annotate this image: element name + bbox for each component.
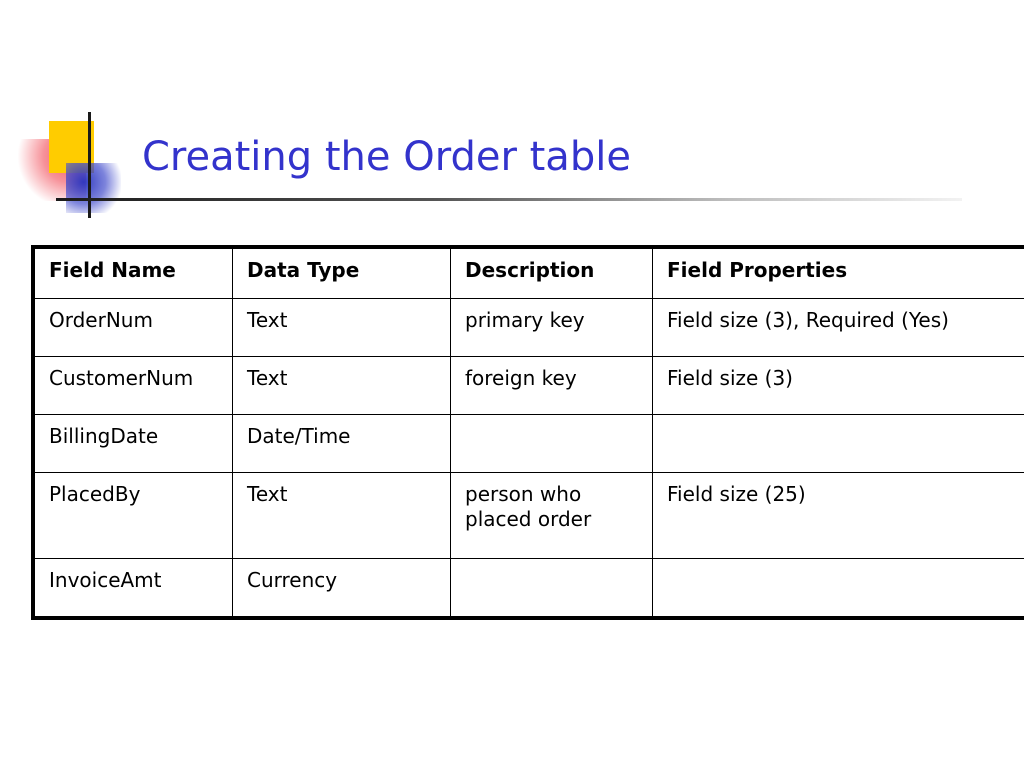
page-title: Creating the Order table: [142, 134, 631, 180]
cell-data-type: Currency: [233, 559, 451, 617]
cell-field-properties: [653, 415, 1024, 473]
cell-description: person who placed order: [451, 473, 653, 559]
cell-data-type: Text: [233, 357, 451, 415]
cell-description: foreign key: [451, 357, 653, 415]
column-header-field-name: Field Name: [35, 249, 233, 299]
decoration-blue-square: [66, 163, 121, 213]
order-table-container: [31, 245, 1024, 620]
table-row: [35, 415, 1024, 473]
column-header-field-properties: Field Properties: [653, 249, 1024, 299]
cell-description: primary key: [451, 299, 653, 357]
decoration-vertical-line: [88, 112, 91, 218]
cell-description: [451, 559, 653, 617]
cell-field-properties: Field size (3): [653, 357, 1024, 415]
column-header-description: Description: [451, 249, 653, 299]
order-table: [34, 248, 1024, 617]
cell-field-properties: [653, 559, 1024, 617]
table-row: [35, 473, 1024, 559]
table-row: [35, 357, 1024, 415]
cell-field-name: PlacedBy: [35, 473, 233, 559]
cell-field-properties: Field size (25): [653, 473, 1024, 559]
cell-field-name: InvoiceAmt: [35, 559, 233, 617]
cell-field-name: CustomerNum: [35, 357, 233, 415]
table-header-row: [35, 249, 1024, 299]
title-decoration: [18, 112, 138, 220]
column-header-data-type: Data Type: [233, 249, 451, 299]
cell-field-name: BillingDate: [35, 415, 233, 473]
cell-field-properties: Field size (3), Required (Yes): [653, 299, 1024, 357]
table-row: [35, 559, 1024, 617]
cell-data-type: Text: [233, 299, 451, 357]
table-row: [35, 299, 1024, 357]
cell-field-name: OrderNum: [35, 299, 233, 357]
cell-data-type: Text: [233, 473, 451, 559]
cell-description: [451, 415, 653, 473]
title-underline-rule: [56, 198, 962, 201]
cell-data-type: Date/Time: [233, 415, 451, 473]
